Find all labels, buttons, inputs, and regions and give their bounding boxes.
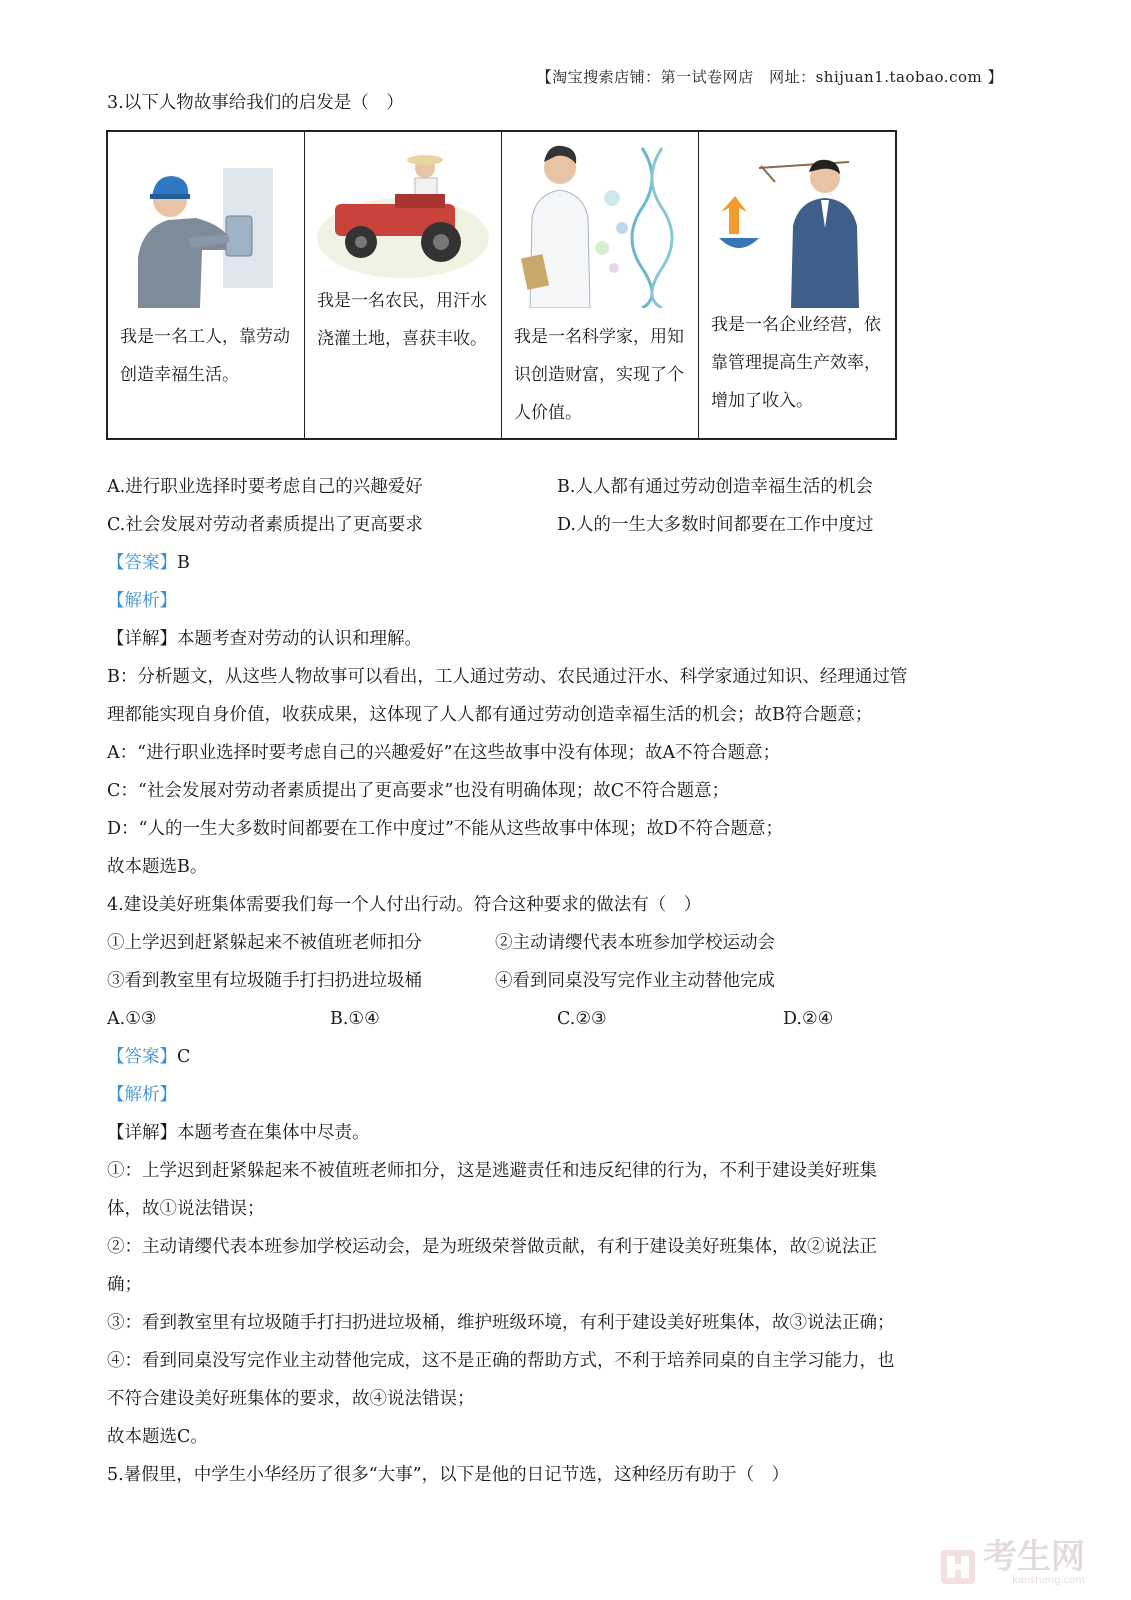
watermark — [939, 1539, 1085, 1586]
q4-answer-value: C — [177, 1047, 191, 1067]
q3-option-d: D.人的一生大多数时间都要在工作中度过 — [557, 515, 874, 535]
story-text-scientist: 我是一名科学家，用知识创造财富，实现了个人价值。 — [514, 327, 684, 423]
q4-item-2: ②主动请缨代表本班参加学校运动会 — [495, 933, 775, 953]
q3-detail — [107, 620, 1003, 658]
q3-explanation-line: B：分析题文，从这些人物故事可以看出，工人通过劳动、农民通过汗水、科学家通过知识、经理通过管 — [107, 667, 908, 687]
q4-item-4: ④看到同桌没写完作业主动替他完成 — [495, 971, 775, 991]
q4-explanation-line: ②：主动请缨代表本班参加学校运动会，是为班级荣誉做贡献，有利于建设美好班集体，故②说法正 — [107, 1237, 877, 1257]
q4-explanation-line: ④：看到同桌没写完作业主动替他完成，这不是正确的帮助方式，不利于培养同桌的自主学习能力，也 — [107, 1351, 895, 1371]
q3-option-c: C.社会发展对劳动者素质提出了更高要求 — [107, 515, 423, 535]
analysis-tag: 【解析】 — [107, 591, 177, 611]
q3-analysis-heading — [107, 582, 1003, 620]
q3-option-b: B.人人都有通过劳动创造幸福生活的机会 — [557, 477, 873, 497]
story-cell-worker — [108, 132, 305, 438]
story-cell-manager — [699, 132, 895, 438]
q4-explanation-line: 不符合建设美好班集体的要求，故④说法错误； — [107, 1389, 475, 1409]
analysis-tag: 【解析】 — [107, 1085, 177, 1105]
q3-option-a: A.进行职业选择时要考虑自己的兴趣爱好 — [107, 477, 423, 497]
story-table — [106, 130, 897, 440]
header-note: 【淘宝搜索店铺：第一试卷网店 网址：shijuan1.taobao.com 】 — [536, 68, 1003, 86]
watermark-text: 考生网 — [983, 1537, 1085, 1577]
answer-tag: 【答案】 — [107, 1047, 177, 1067]
q4-explanation-line: 体，故①说法错误； — [107, 1199, 265, 1219]
story-text-manager: 我是一名企业经营，依靠管理提高生产效率，增加了收入。 — [711, 315, 881, 411]
detail-tag: 【详解】 — [107, 1123, 177, 1143]
q5-stem: 5.暑假里，中学生小华经历了很多“大事”，以下是他的日记节选，这种经历有助于（ ） — [107, 1465, 790, 1485]
q3-answer-value: B — [177, 553, 190, 573]
q3-explanation-line: A：“进行职业选择时要考虑自己的兴趣爱好”在这些故事中没有体现；故A不符合题意； — [107, 743, 781, 763]
q4-item-1: ①上学迟到赶紧躲起来不被值班老师扣分 — [107, 933, 422, 953]
answer-tag: 【答案】 — [107, 553, 177, 573]
kaosheng-logo-icon — [939, 1548, 977, 1586]
q3-answer — [107, 544, 1003, 582]
q4-stem: 4.建设美好班集体需要我们每一个人付出行动。符合这种要求的做法有（ ） — [107, 895, 702, 915]
manager-illustration — [699, 138, 895, 308]
story-text-worker: 我是一名工人，靠劳动创造幸福生活。 — [120, 327, 290, 385]
q4-explanation-line: ③：看到教室里有垃圾随手打扫扔进垃圾桶，维护班级环境，有利于建设美好班集体，故③说法正确； — [107, 1313, 895, 1333]
scientist-illustration — [502, 138, 698, 308]
q4-answer — [107, 1038, 1003, 1076]
worker-illustration — [108, 138, 304, 308]
q3-stem: 3.以下人物故事给我们的启发是（ ） — [107, 93, 404, 113]
q4-explanation-line: 故本题选C。 — [107, 1427, 208, 1447]
story-cell-scientist — [502, 132, 699, 438]
watermark-url: kaosheng.com — [1012, 1575, 1085, 1586]
q4-option-c: C.②③ — [557, 1009, 607, 1029]
q4-option-a: A.①③ — [107, 1009, 157, 1029]
q3-detail-intro: 本题考查对劳动的认识和理解。 — [177, 629, 422, 649]
q3-explanation-line: C：“社会发展对劳动者素质提出了更高要求”也没有明确体现；故C不符合题意； — [107, 781, 730, 801]
q4-option-b: B.①④ — [330, 1009, 380, 1029]
q4-detail-intro: 本题考查在集体中尽责。 — [177, 1123, 370, 1143]
q3-explanation-line: 理都能实现自身价值，收获成果，这体现了人人都有通过劳动创造幸福生活的机会；故B符合题意； — [107, 705, 873, 725]
q4-analysis-heading — [107, 1076, 1003, 1114]
q3-explanation-line: D：“人的一生大多数时间都要在工作中度过”不能从这些故事中体现；故D不符合题意； — [107, 819, 783, 839]
q4-item-3: ③看到教室里有垃圾随手打扫扔进垃圾桶 — [107, 971, 422, 991]
q3-explanation-line: 故本题选B。 — [107, 857, 208, 877]
story-text-farmer: 我是一名农民，用汗水浇灌土地，喜获丰收。 — [317, 291, 487, 349]
q4-option-d: D.②④ — [783, 1009, 834, 1029]
q4-explanation-line: 确； — [107, 1275, 142, 1295]
q4-detail — [107, 1114, 1003, 1152]
detail-tag: 【详解】 — [107, 629, 177, 649]
story-cell-farmer — [305, 132, 502, 438]
q4-explanation-line: ①：上学迟到赶紧躲起来不被值班老师扣分，这是逃避责任和违反纪律的行为，不利于建设美好班集 — [107, 1161, 877, 1181]
